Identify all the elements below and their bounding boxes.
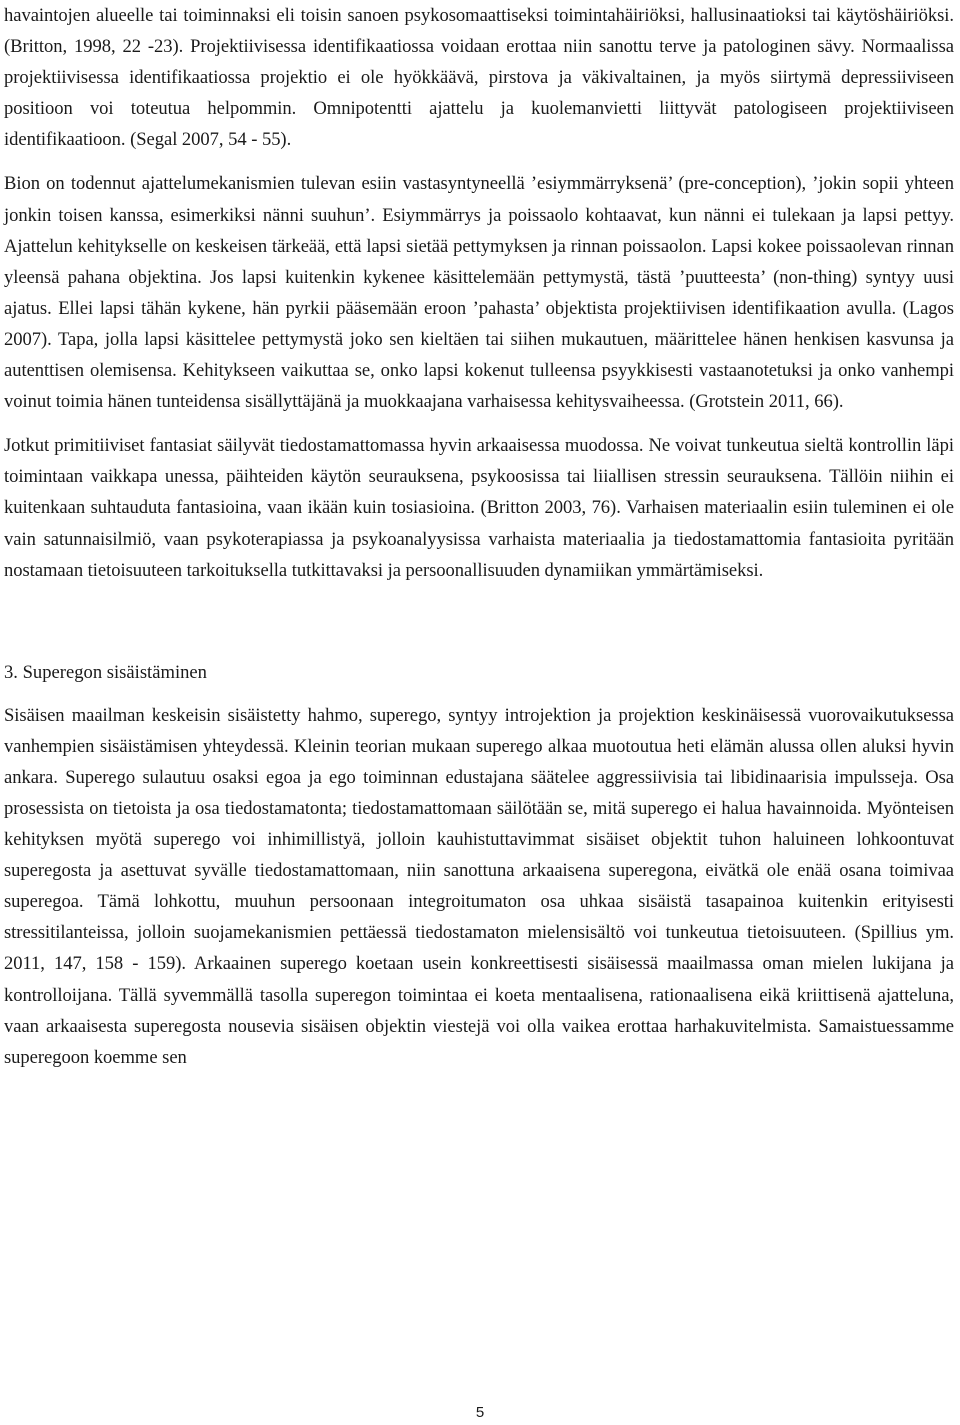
page-number: 5 bbox=[475, 1404, 485, 1421]
paragraph-bion-preconception: Bion on todennut ajattelumekanismien tulevan esiin vastasyntyneellä ’esiymmärryksenä’ (pre-conception), ’jokin sopii yhteen jonkin toisen kanssa, esimerkiksi nänni suuhun’. Esiymmärrys ja poissaolo kohtaavat, kun nänni ei tulekaan ja lapsi pettyy. Ajattelun kehitykselle on keskeisen tärkeää, että lapsi sietää pettymyksen ja rinnan poissaolon. Lapsi kokee poissaolevan rinnan yleensä pahana objektina. Jos lapsi kuitenkin kykenee käsittelemään pettymystä, tästä ’puutteesta’ (non-thing) syntyy uusi ajatus. Ellei lapsi tähän kykene, hän pyrkii pääsemään eroon ’pahasta’ objektista projektiivisen identifikaation avulla. (Lagos 2007). Tapa, jolla lapsi käsittelee pettymystä joko sen kieltäen tai siihen mukautuen, määrittelee hänen henkisen kasvunsa ja autenttisen olemisensa. Kehitykseen vaikuttaa se, onko lapsi kokenut tulleensa psyykkisesti vastaanotetuksi ja onko vanhempi voinut toimia hänen tunteidensa sisällyttäjänä ja muokkaajana varhaisessa kehitysvaiheessa. (Grotstein 2011, 66). bbox=[4, 173, 954, 413]
paragraph-superego: Sisäisen maailman keskeisin sisäistetty hahmo, superego, syntyy introjektion ja projektion keskinäisessä vuorovaikutuksessa vanhempien sisäistämisen yhteydessä. Kleinin teorian mukaan superego alkaa muotoutua heti elämän alussa ollen aluksi hyvin ankara. Superego sulautuu osaksi egoa ja ego toiminnan edustajana säätelee aggressiivisia tai libidinaarisia impulsseja. Osa prosessista on tietoista ja osa tiedostamatonta; tiedostamattomaan säilötään se, mitä superego ei halua havainnoida. Myönteisen kehityksen myötä superego voi inhimillistyä, jolloin kauhistuttavimmat sisäiset objektit tuhon haluineen lohkoontuvat superegosta ja asettuvat syvälle tiedostamattomaan, niin sanottuna arkaaisena superegona, eivätkä ole enää osana toimivaa superegoa. Tämä lohkottu, muuhun persoonaan integroitumaton osa uhkaa sisäistä tasapainoa kuitenkin erityisesti stressitilanteissa, jolloin suojamekanismien pettäessä tiedostamaton mielensisältö voi tunkeutua tietoisuuteen. (Spillius ym. 2011, 147, 158 - 159). Arkaainen superego koetaan usein konkreettisesti sisäisessä maailmassa oman mielen lukijana ja kontrolloijana. Tällä syvemmällä tasolla superegon toimintaa ei koeta mentaalisena, rationaalisena eikä kriittisenä ajatteluna, vaan arkaaisesta superegosta nousevia sisäisen objektin viestejä voi olla vaikea erottaa harhakuvitelmista. Samaistuessamme superegoon koemme sen bbox=[4, 704, 954, 1068]
paragraph-primitive-fantasies: Jotkut primitiiviset fantasiat säilyvät tiedostamattomassa hyvin arkaaisessa muodossa. Ne voivat tunkeutua sieltä kontrollin läpi toimintaan vaikkapa unessa, päihteiden käytön seurauksena, psykoosissa tai liiallisen stressin seurauksena. Tällöin niihin ei kuitenkaan suhtauduta fantasioina, vaan ikään kuin tosiasioina. (Britton 2003, 76). Varhaisen materiaalin esiin tuleminen ei ole vain satunnaisilmiö, vaan psykoterapiassa ja psykoanalyysissa varhaista materiaalia ja tiedostamattomia fantasioita pyritään nostamaan tietoisuuteen tarkoituksella tutkittavaksi ja persoonallisuuden dynamiikan ymmärtämiseksi. bbox=[4, 435, 954, 581]
section-heading: 3. Superegon sisäistäminen bbox=[4, 661, 207, 683]
document-body bbox=[4, 0, 954, 1073]
paragraph-projective-identification: havaintojen alueelle tai toiminnaksi eli toisin sanoen psykosomaattiseksi toimintahäiriöksi, hallusinaatioksi tai käytöshäiriöksi. (Britton, 1998, 22 -23). Projektiivisessa identifikaatiossa voidaan erottaa niin sanottu terve ja patologinen sävy. Normaalissa projektiivisessa identifikaatiossa projektio ei ole hyökkäävä, pirstova ja väkivaltainen, ja myös siirtymä depressiiviseen positioon voi toteutua helpommin. Omnipotentti ajattelu ja kuolemanvietti liittyvät patologiseen projektiiviseen identifikaatioon. (Segal 2007, 54 - 55). bbox=[4, 5, 954, 151]
